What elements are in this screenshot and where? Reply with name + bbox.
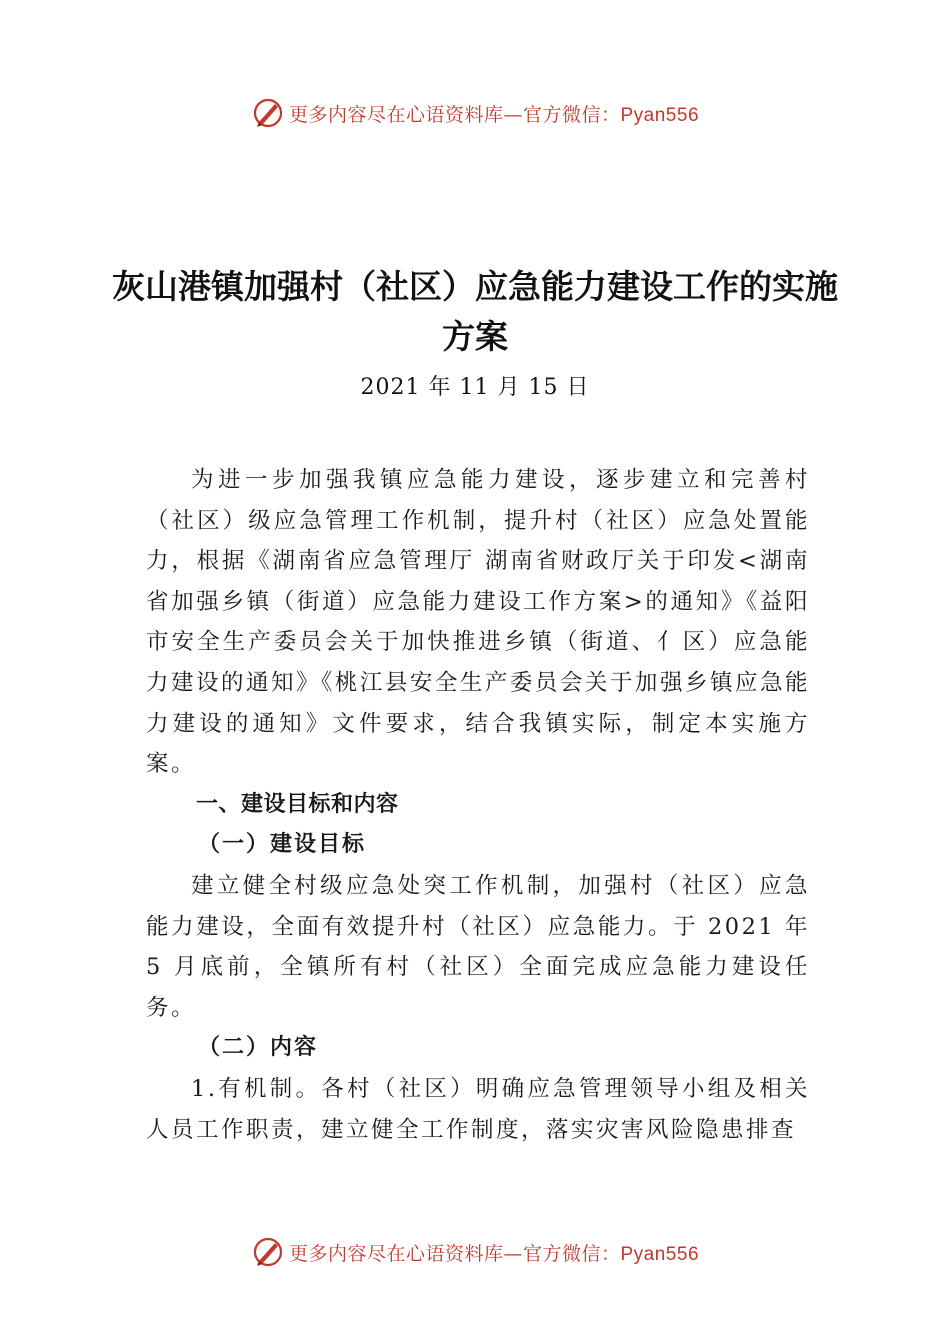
pen-logo-icon — [251, 96, 285, 130]
pen-logo-icon — [251, 1235, 285, 1269]
document-body — [146, 460, 810, 1150]
watermark-text: 更多内容尽在心语资料库—官方微信：Pyan556 — [288, 1242, 700, 1265]
intro-paragraph: 为进一步加强我镇应急能力建设，逐步建立和完善村（社区）级应急管理工作机制，提升村（社区）应急处置能力，根据《湖南省应急管理厅 湖南省财政厅关于印发<湖南省加强乡镇（街道）应急能力建设工作方案>的通知》《益阳市安全生产委员会关于加快推进乡镇（街道、⺅区）应急能力建设的通知》《桃江县安全生产委员会关于加强乡镇应急能力建设的通知》文件要求，结合我镇实际，制定本实施方案。 — [146, 467, 810, 778]
footer-watermark-banner — [0, 1232, 950, 1272]
wechat-id: Pyan556 — [620, 1243, 700, 1265]
document-title: 灰山港镇加强村（社区）应急能力建设工作的实施方案 — [112, 267, 838, 356]
section-heading: 一、建设目标和内容 — [196, 791, 399, 817]
wechat-id: Pyan556 — [620, 104, 700, 126]
subsection-heading: （二）内容 — [198, 1035, 319, 1061]
watermark-text: 更多内容尽在心语资料库—官方微信：Pyan556 — [288, 103, 700, 126]
item-paragraph: 1.有机制。各村（社区）明确应急管理领导小组及相关人员工作职责，建立健全工作制度，落实灾害风险隐患排查 — [146, 1075, 810, 1143]
goal-paragraph: 建立健全村级应急处突工作机制，加强村（社区）应急能力建设，全面有效提升村（社区）应急能力。于 2021 年 5 月底前，全镇所有村（社区）全面完成应急能力建设任务。 — [146, 872, 810, 1021]
document-date: 2021 年 11 月 15 日 — [360, 375, 590, 400]
subsection-heading: （一）建设目标 — [198, 832, 367, 858]
header-watermark-banner — [0, 93, 950, 133]
